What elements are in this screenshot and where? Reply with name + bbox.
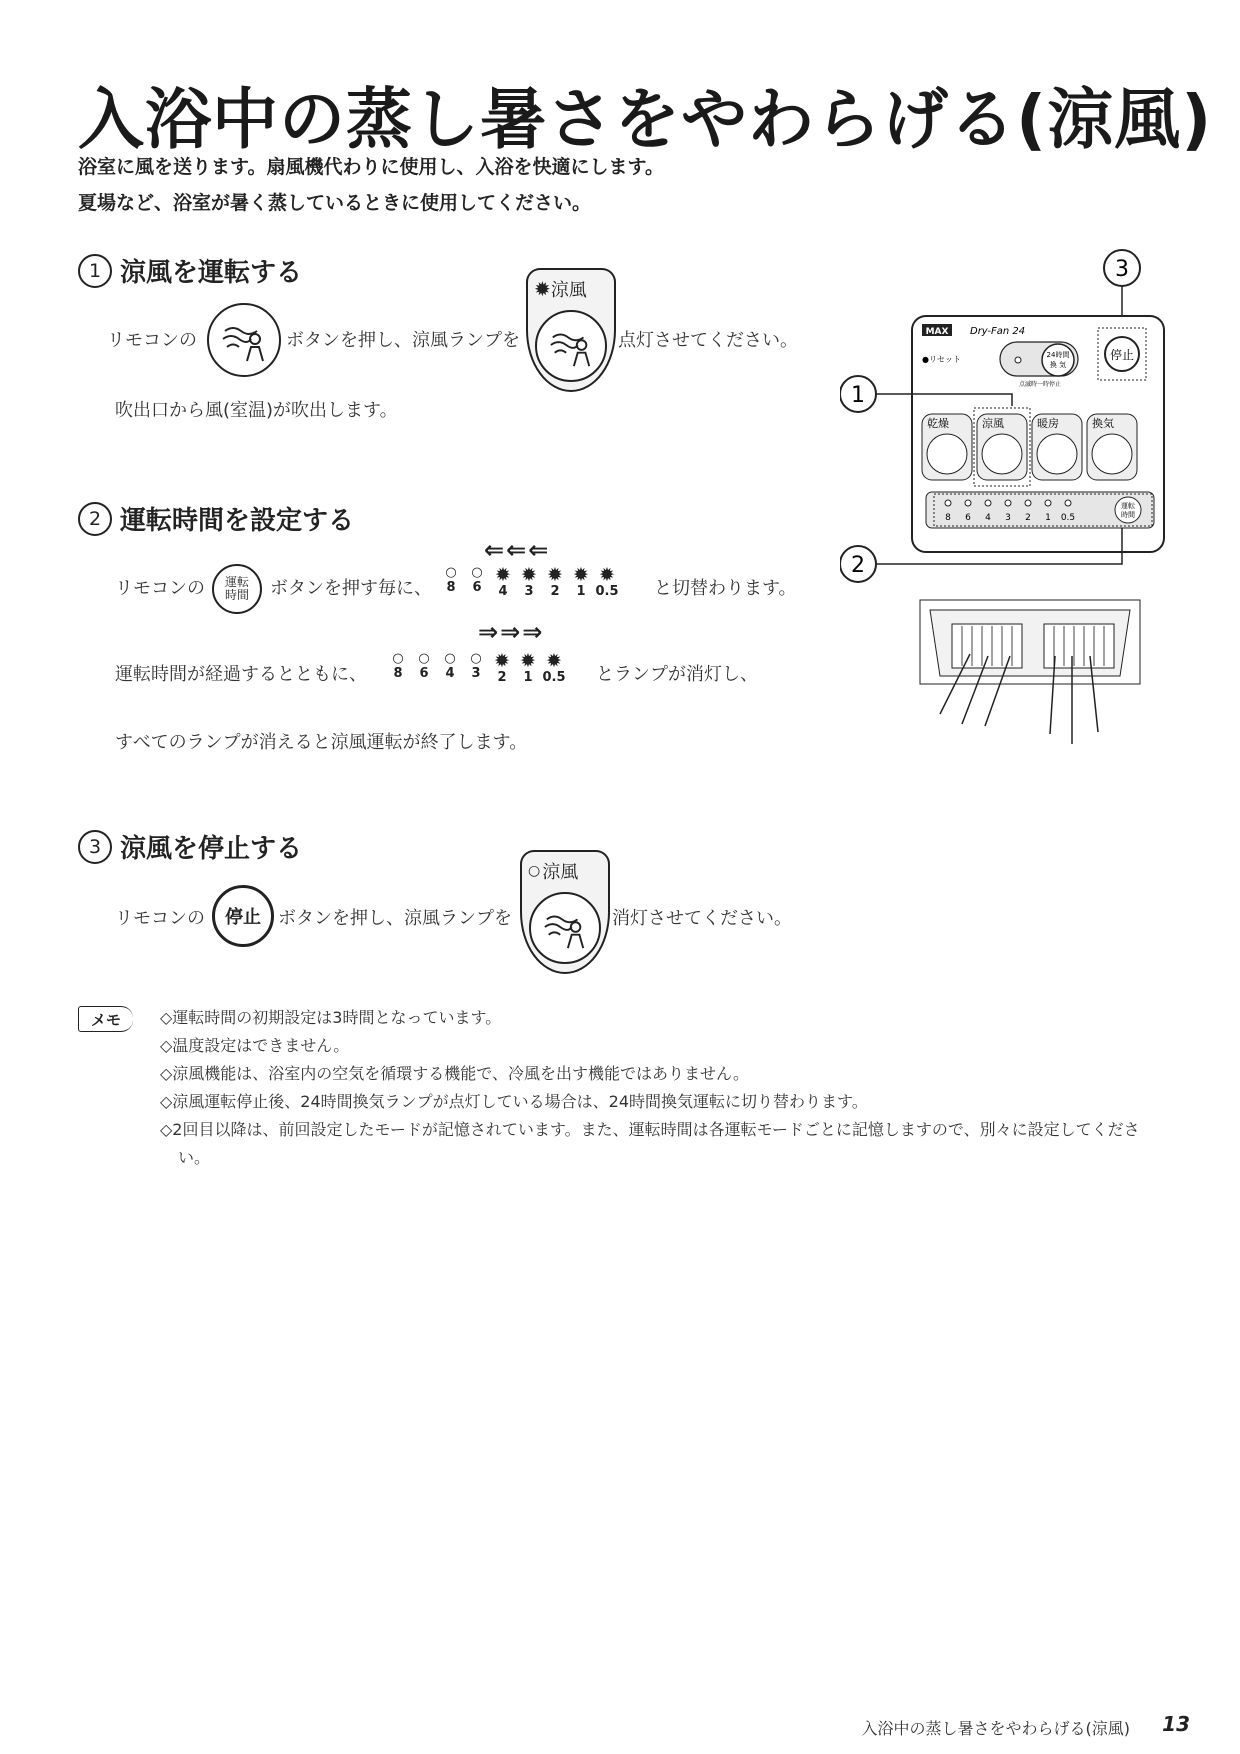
timer-lamps-line1	[438, 566, 620, 598]
lamp-label: 涼風	[542, 862, 579, 883]
step3-heading	[78, 828, 302, 865]
vent24-button	[1042, 344, 1074, 376]
timer-lamp-value: 0.5	[542, 670, 566, 685]
lamp-lit-icon: ✹	[534, 277, 551, 301]
step2-line3: すべてのランプが消えると涼風運転が終了します。	[115, 732, 528, 753]
timer-lamp-value: 2	[550, 584, 560, 599]
memo-item: ◇運転時間の初期設定は3時間となっています。	[160, 1008, 502, 1027]
timer-lamp	[463, 652, 489, 684]
timer-lamp	[489, 652, 515, 684]
remote-timer-lamp	[1025, 500, 1031, 506]
lamp-lit-icon: ✹	[547, 564, 563, 586]
timer-lamp	[515, 652, 541, 684]
lamp-off-icon: ○	[528, 863, 541, 879]
step1-number: 1	[78, 254, 112, 288]
step3-text-b: ボタンを押し、涼風ランプを	[278, 908, 512, 929]
step2-right-arrows: ⇒⇒⇒	[478, 618, 545, 646]
svg-text:換気: 換気	[1092, 417, 1114, 430]
cool-wind-lamp-on	[526, 268, 616, 392]
remote-timer-value: 6	[965, 513, 971, 523]
timer-lamp	[385, 652, 411, 684]
step2-heading	[78, 500, 354, 537]
step2-left-arrows: ⇐⇐⇐	[484, 536, 551, 564]
lamp-lit-icon: ✹	[521, 564, 537, 586]
stop-button[interactable]: 停止	[212, 885, 274, 947]
step1-text-b: ボタンを押し、涼風ランプを	[286, 330, 520, 351]
svg-text:涼風: 涼風	[982, 417, 1004, 430]
callout-2-text: 2	[851, 553, 865, 578]
lamp-lit-icon: ✹	[573, 564, 589, 586]
pause-label: 点滅時一時停止	[1018, 381, 1062, 388]
step2-line2-b: とランプが消灯し、	[596, 664, 758, 685]
remote-timer-lamp	[1045, 500, 1051, 506]
lamp-off-icon: ○	[445, 565, 457, 580]
timer-lamp	[568, 566, 594, 598]
step1-heading	[78, 252, 302, 289]
timer-lamp	[490, 566, 516, 598]
memo-item: ◇温度設定はできません。	[160, 1036, 350, 1055]
timer-lamp	[594, 566, 620, 598]
lamp-lit-icon: ✹	[520, 650, 536, 672]
svg-text:乾燥: 乾燥	[927, 417, 949, 430]
remote-timer-lamp	[965, 500, 971, 506]
page-number: 13	[1162, 1712, 1190, 1736]
remote-timer-button	[1115, 497, 1141, 523]
step3-text-c: 消灯させてください。	[612, 908, 792, 929]
intro-line-2: 夏場など、浴室が暑く蒸しているときに使用してください。	[78, 192, 592, 214]
step1-note: 吹出口から風(室温)が吹出します。	[115, 400, 398, 421]
lamp-lit-icon: ✹	[546, 650, 562, 672]
memo-item: ◇涼風運転停止後、24時間換気ランプが点灯している場合は、24時間換気運転に切り替わります。	[160, 1092, 868, 1111]
timer-lamp	[516, 566, 542, 598]
lamp-off-icon: ○	[418, 651, 430, 666]
fan-unit-illustration	[920, 600, 1140, 744]
svg-text:運転: 運転	[1121, 502, 1135, 510]
footer-text: 入浴中の蒸し暑さをやわらげる(涼風)	[861, 1719, 1130, 1738]
lamp-off-icon: ○	[471, 565, 483, 580]
timer-lamp	[437, 652, 463, 684]
remote-timer-value: 3	[1005, 513, 1011, 523]
timer-lamp-value: 8	[393, 666, 403, 681]
timer-lamp-value: 6	[472, 580, 482, 595]
timer-lamp-value: 0.5	[595, 584, 619, 599]
timer-lamp	[541, 652, 567, 684]
remote-illustration	[840, 244, 1170, 764]
remote-timer-value: 4	[985, 513, 991, 523]
timer-lamp-value: 3	[471, 666, 481, 681]
timer-lamp-value: 8	[446, 580, 456, 595]
remote-timer-value: 8	[945, 513, 951, 523]
lamp-lit-icon: ✹	[494, 650, 510, 672]
remote-timer-lamp	[985, 500, 991, 506]
svg-text:換 気: 換 気	[1049, 361, 1067, 369]
reset-label: ●リセット	[922, 355, 961, 364]
svg-text:暖房: 暖房	[1037, 417, 1059, 430]
cool-wind-icon	[541, 904, 589, 952]
timer-lamp-value: 6	[419, 666, 429, 681]
step2-number: 2	[78, 502, 112, 536]
remote-timer-value: 0.5	[1060, 513, 1076, 523]
step3-heading-text: 涼風を停止する	[120, 834, 303, 864]
cool-wind-button[interactable]	[207, 303, 281, 377]
timer-lamp-value: 4	[498, 584, 508, 599]
timer-lamps-line2	[385, 652, 567, 684]
memo-item: ◇涼風機能は、浴室内の空気を循環する機能で、冷風を出す機能ではありません。	[160, 1064, 749, 1083]
step2-line1-a: リモコンの	[115, 578, 205, 599]
lamp-off-icon: ○	[470, 651, 482, 666]
step3-number: 3	[78, 830, 112, 864]
cool-wind-icon	[219, 315, 269, 365]
run-time-button[interactable]: 運転 時間	[212, 564, 262, 614]
remote-timer-lamp	[945, 500, 951, 506]
page-title: 入浴中の蒸し暑さをやわらげる(涼風)	[78, 81, 1213, 158]
memo-item: ◇2回目以降は、前回設定したモードが記憶されています。また、運転時間は各運転モードごとに記憶しますので、別々に設定してください。	[160, 1120, 1140, 1167]
timer-lamp	[464, 566, 490, 598]
step2-line1-c: と切替わります。	[654, 578, 797, 599]
remote-timer-value: 2	[1025, 513, 1031, 523]
timer-lamp-value: 3	[524, 584, 534, 599]
lamp-lit-icon: ✹	[495, 564, 511, 586]
lamp-label: 涼風	[550, 280, 587, 301]
svg-text:24時間: 24時間	[1046, 351, 1070, 359]
remote-timer-lamp	[1065, 500, 1071, 506]
step2-line2-a: 運転時間が経過するとともに、	[115, 664, 367, 685]
timer-lamp-value: 4	[445, 666, 455, 681]
intro-line-1: 浴室に風を送ります。扇風機代わりに使用し、入浴を快適にします。	[78, 156, 664, 178]
remote-model: Dry-Fan 24	[970, 326, 1026, 337]
step1-heading-text: 涼風を運転する	[120, 258, 303, 288]
step3-text-a: リモコンの	[115, 908, 205, 929]
step1-text-c: 点灯させてください。	[618, 330, 798, 351]
timer-lamp	[542, 566, 568, 598]
svg-text:時間: 時間	[1121, 511, 1135, 519]
lamp-off-icon: ○	[392, 651, 404, 666]
timer-lamp	[411, 652, 437, 684]
step1-text-a: リモコンの	[107, 330, 197, 351]
timer-lamp-value: 1	[523, 670, 533, 685]
memo-tag: メモ	[78, 1006, 133, 1032]
cool-wind-lamp-off	[520, 850, 610, 974]
cool-wind-icon	[547, 322, 595, 370]
callout-3-text: 3	[1115, 257, 1129, 282]
remote-timer-value: 1	[1045, 513, 1051, 523]
callout-1-text: 1	[851, 383, 865, 408]
timer-lamp	[438, 566, 464, 598]
step2-heading-text: 運転時間を設定する	[120, 506, 355, 536]
lamp-lit-icon: ✹	[599, 564, 615, 586]
lamp-off-icon: ○	[444, 651, 456, 666]
remote-brand: MAX	[925, 327, 949, 337]
remote-timer-lamp	[1005, 500, 1011, 506]
step2-line1-b: ボタンを押す毎に、	[270, 578, 432, 599]
memo-list	[160, 1004, 1170, 1172]
timer-lamp-value: 2	[497, 670, 507, 685]
svg-text:停止: 停止	[1109, 348, 1135, 362]
timer-lamp-value: 1	[576, 584, 586, 599]
